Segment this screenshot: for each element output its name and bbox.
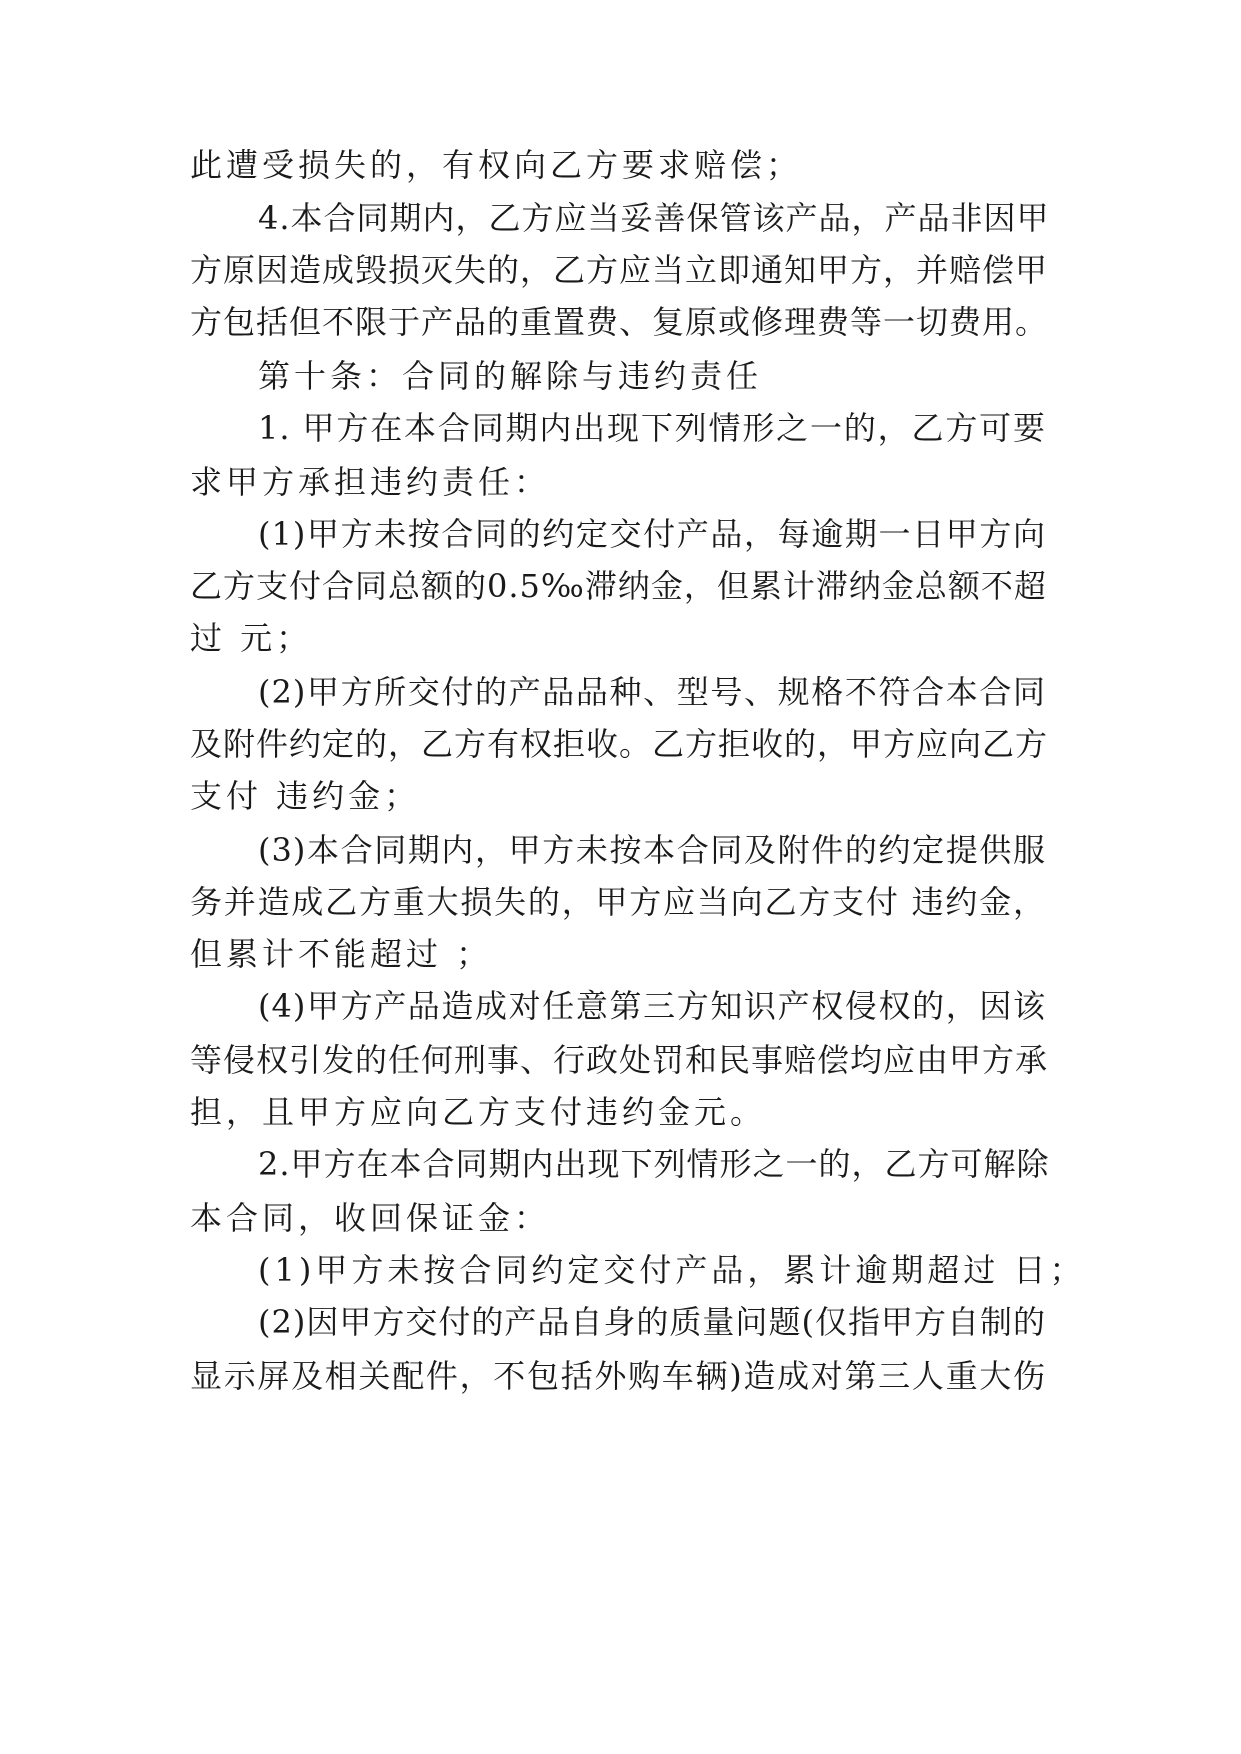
text-line: 1. 甲方在本合同期内出现下列情形之一的，乙方可要 xyxy=(258,409,1046,447)
section-heading: 第十条：合同的解除与违约责任 xyxy=(258,357,763,395)
text-line: 求甲方承担违约责任： xyxy=(190,463,551,501)
text-line: 等侵权引发的任何刑事、行政处罚和民事赔偿均应由甲方承 xyxy=(190,1041,1049,1079)
text-line: 过 元； xyxy=(190,619,313,657)
text-line: (2)甲方所交付的产品品种、型号、规格不符合本合同 xyxy=(258,673,1046,711)
text-line: 显示屏及相关配件，不包括外购车辆)造成对第三人重大伤 xyxy=(190,1357,1046,1395)
text-line: 此遭受损失的，有权向乙方要求赔偿； xyxy=(190,146,803,184)
text-line: (2)因甲方交付的产品自身的质量问题(仅指甲方自制的 xyxy=(258,1303,1046,1341)
text-line: 务并造成乙方重大损失的，甲方应当向乙方支付 违约金， xyxy=(190,883,1046,921)
text-line: 方原因造成毁损灭失的，乙方应当立即通知甲方，并赔偿甲 xyxy=(190,251,1049,289)
text-line: 担，且甲方应向乙方支付违约金元。 xyxy=(190,1093,767,1131)
text-line: 4.本合同期内，乙方应当妥善保管该产品，产品非因甲 xyxy=(258,199,1050,237)
text-line: 方包括但不限于产品的重置费、复原或修理费等一切费用。 xyxy=(190,303,1049,341)
text-line: (3)本合同期内，甲方未按本合同及附件的约定提供服 xyxy=(258,831,1046,869)
text-line: 及附件约定的，乙方有权拒收。乙方拒收的，甲方应向乙方 xyxy=(190,725,1049,763)
text-line: (1)甲方未按合同约定交付产品，累计逾期超过 日； xyxy=(258,1251,1086,1289)
text-line: 支付 违约金； xyxy=(190,777,421,815)
text-line: 乙方支付合同总额的0.5‰滞纳金，但累计滞纳金总额不超 xyxy=(190,567,1047,605)
text-line: 但累计不能超过 ； xyxy=(190,935,493,973)
text-line: 2.甲方在本合同期内出现下列情形之一的，乙方可解除 xyxy=(258,1145,1050,1183)
text-line: (4)甲方产品造成对任意第三方知识产权侵权的，因该 xyxy=(258,987,1046,1025)
text-line: (1)甲方未按合同的约定交付产品，每逾期一日甲方向 xyxy=(258,515,1046,553)
text-line: 本合同，收回保证金： xyxy=(190,1199,551,1237)
